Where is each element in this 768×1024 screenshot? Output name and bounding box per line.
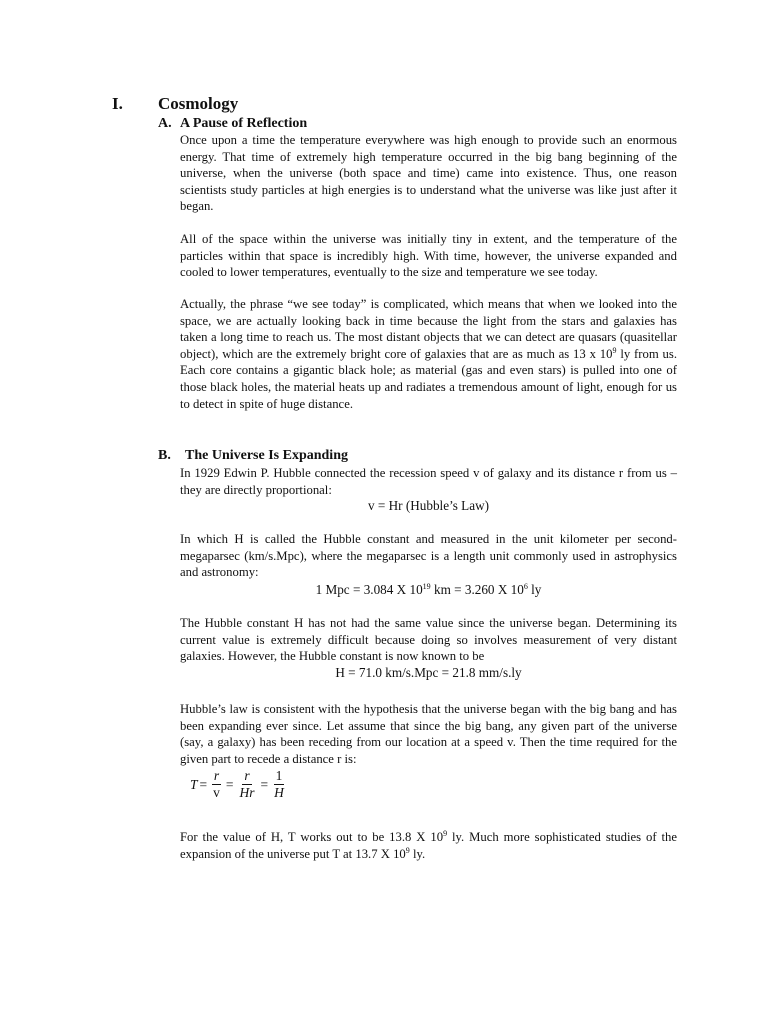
formula-equals: = xyxy=(225,776,234,792)
formula-equals: = xyxy=(260,776,269,792)
hubble-time-formula xyxy=(190,768,288,801)
subsection-b-letter: B. xyxy=(158,448,171,463)
paragraph-a2: All of the space within the universe was initially tiny in extent, and the temperature of the particles within that space is incredibly high. With time, however, the universe expanded and cooled to lower temperatures, eventually to the size and temperature we see today. xyxy=(180,232,677,280)
paragraph-b5: For the value of H, T works out to be 13.8 X $10^9$ ly. Much more sophisticated studies of the expansion of the universe put T at 13.7 X $10^9$ ly. xyxy=(180,829,677,861)
paragraph-a3: Actually, the phrase “we see today” is complicated, which means that when we looked into the space, we are actually looking back in time because the light from the stars and galaxies has taken a long time to reach us. The most distant objects that we can detect are quasars (quasitellar object), which are the extremely bright core of galaxies that are as much as 13 x $10^9$ ly from us. Each core contains a gigantic black hole; as material (gas and even stars) is pulled into one of those black holes, the material heats up and radiates a tremendous amount of light, enough for us to detect in spite of huge distance. xyxy=(180,297,677,411)
subsection-b-title: The Universe Is Expanding xyxy=(185,448,348,463)
section-number: I. xyxy=(112,94,123,113)
hubble-constant-equation: H = 71.0 km/s.Mpc = 21.8 mm/s.ly xyxy=(335,665,522,680)
fraction-one-over-h: $\frac{1}{H}$ xyxy=(274,768,284,800)
fraction-r-over-hr: $\frac{r}{Hr}$ xyxy=(239,768,255,800)
subsection-a-title: A Pause of Reflection xyxy=(180,116,308,131)
formula-equals: = xyxy=(199,776,208,792)
section-title: Cosmology xyxy=(158,94,239,113)
hubble-law-equation: v = Hr (Hubble’s Law) xyxy=(368,498,489,513)
paragraph-b1: In 1929 Edwin P. Hubble connected the recession speed v of galaxy and its distance r from us – they are directly proportional: xyxy=(180,466,677,497)
megaparsec-equation: 1 Mpc = 3.084 X $10^{19}$ km = 3.260 X $10^6$ ly xyxy=(315,582,542,597)
paragraph-b3: The Hubble constant H has not had the same value since the universe began. Determining its current value is extremely difficult because doing so involves measurement of very distant galaxies. However, the Hubble constant is now known to be xyxy=(180,616,677,664)
paragraph-b4: Hubble’s law is consistent with the hypothesis that the universe began with the big bang and has been expanding ever since. Let assume that since the big bang, any given part of the universe (say, a galaxy) has been receding from our location at a speed v. Then the time required for the given part to recede a distance r is: xyxy=(180,702,677,766)
formula-lhs: T xyxy=(190,776,198,792)
paragraph-b2: In which H is called the Hubble constant and measured in the unit kilometer per second-megaparsec (km/s.Mpc), where the megaparsec is a length unit commonly used in astrophysics and astronomy: xyxy=(180,532,677,580)
paragraph-a1: Once upon a time the temperature everywhere was high enough to provide such an enormous energy. That time of extremely high temperature occurred in the big bang beginning of the universe, when the universe (both space and time) came into existence. Thus, one reason scientists study particles at high energies is to understand what the universe was like just after it began. xyxy=(180,133,677,214)
fraction-r-over-v: $\frac{r}{v}$ xyxy=(213,768,220,800)
subsection-a-letter: A. xyxy=(158,116,172,131)
